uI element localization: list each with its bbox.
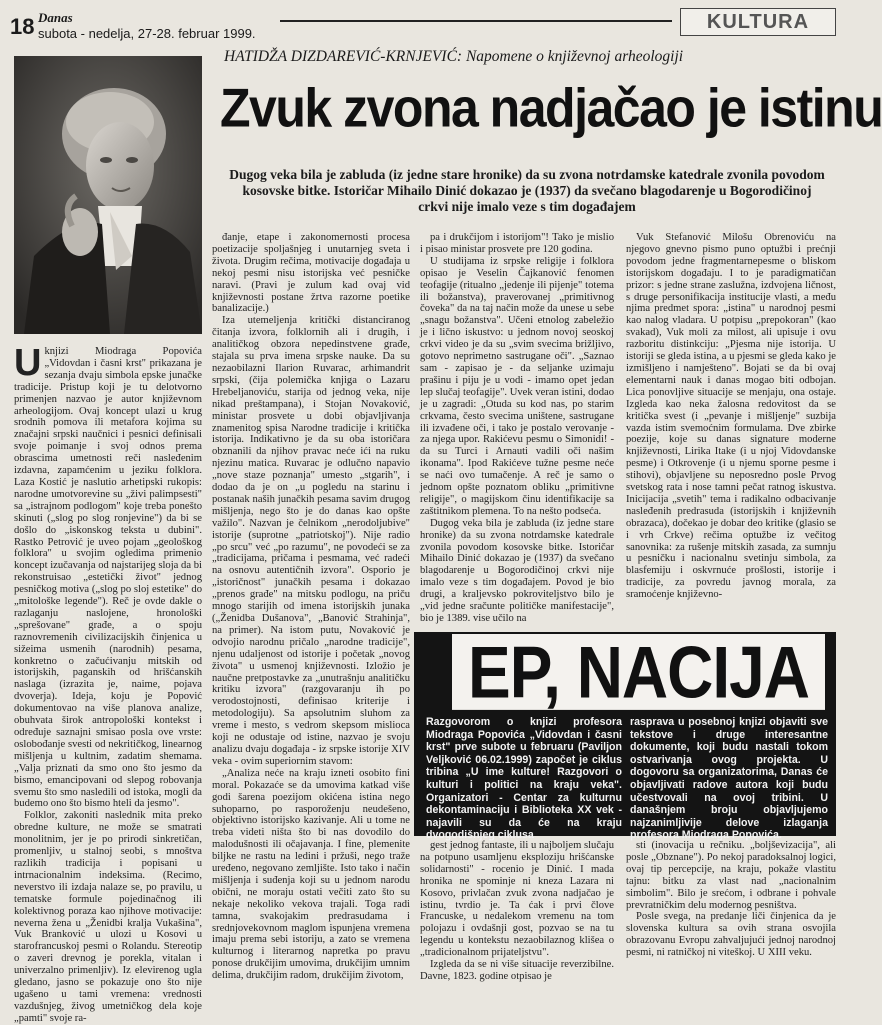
body-column-1 bbox=[14, 342, 202, 1024]
article-headline: Zvuk zvona nadjačao je istinu bbox=[220, 77, 882, 139]
body-paragraph: Folklor, zakoniti naslednik mita preko obredne kulture, ne može se smatrati monolitnim, jer je po prirodi sinkretičan, promenljiv, u stalnoj seobi, s mnoštva razlikih tradicija i popisani u intrnacionalnim indeksima. (Recimo, neverstvo ili izdaja nalaze se, po pravilu, u tematske formule pojedinačnog ili kolektivnog poraza kao njihove motivacije: neverna žena u „Ženidbi kralja Vukašina", Vuk Branković u ulozi u Kosovi u starofrancuskoj pesmi o Rolandu. Stereotip o zaveri drevnog je porekla, vitalan i univerzalno primenljiv). Iz elevirenog ugla gledano, jasno se pokazuje ono što nije ugašeno u tami vremena: vrednosti vazdušnjeg, živog umetničkog dela koje „pamti" svoje ra- bbox=[14, 810, 202, 1024]
body-column-3 bbox=[420, 232, 614, 632]
body-paragraph: pa i drukčijom i istorijom"! Tako je mislio i pisao ministar prosvete pre 120 godina. bbox=[420, 232, 614, 255]
body-paragraph: Uknjizi Miodraga Popovića „Vidovdan i časni krst" prikazana je sezanja dvaju simbola epske junačke tradicije. Pristup koji je tu delotvorno primenjen nazvao je autor književnom arheologijom. Ovaj koncept ulazi u krug srodnih pomova ili metafora kojima su značajni srpski naučnici i pesnici definisali svoje poimanje i svoj odnos prema obrascima umetnosti reči nasleđenim izdavna, zapamćenim u jeziku folklora. Laza Kostić je naslutio arhetipski rukopis: narodne umotvorevine su „živi palimpsesti" sa „istrajnom podlogom" koje treba ponešto skinuti („slog po slog ronjevine") da bi se došlo do „iskonskog teksta u dubini". Rastko Petrović je uveo pojam „geološkog folklora" u svojim ogledima primenio koncept izučavanja od najstarijeg sloja da bi rekonstruisao „estetički život" jednog pesničkog motiva („slog po sloj estetike" do „mitološke legende"). Reč je ovde dakle o razlaganju naslojene, hronološki „sprešovane" građe, a o spoju raznovremenih civilizacijskih činjenica u sižeima usmenih (narodnih) pesama, konkretno o začućivanju mitskih od istorijskih, paganskih od hrišćanskih naslaga (izrazita je, naime, pojava dvoverja). Ideja, koju je Popović dokumentovao na više planova analize, obuhvata širok antropološki kontekst i određuje saznajni smisao posla ove vrste: oslobođanje svesti od nekritičkog, linearnog mišljenja u kultnim, zadatim shemama. „Valja priznati da smo ono što jesmo da bismo, emancipovani od slepog robovanja svemu što smo nasledili od istoka, mogli da budemo ono što bismo hteli da jesmo". bbox=[14, 342, 202, 810]
body-column-6 bbox=[626, 840, 836, 986]
paper-name: Danas bbox=[38, 10, 73, 25]
sidebar-box bbox=[414, 630, 836, 842]
page-header bbox=[10, 8, 836, 42]
body-paragraph: „Analiza neće na kraju izneti osobito fini moral. Pokazaće se da umovima katkad više godi šarena poezijom okićena istina nego suhoparno, po rasporoženju neudešeno, objektivno istorijsko kazivanje. Ali u tome ne treba videti ništa što bi nas dovodilo do malodušnosti ili očajavanja. I fine, plemenite biljke ne rastu na ledini i pržuši, nego traže uređeno, negovano zemljište. Isto tako i način mišljenja i suđenja koji su u jednom narodu obični, ne moraju ostati večiti zato što su nekaje nekoliko vekova trajali. Toga radi tamna, svakojakim predrasudama i srednjovekovnom maglom ispunjena vremena imaju prema sebi istoriju, a zato se vremena kulturnog i literarnog napretka po pravu ponose drukčijim umovima, drukčijim umnim delima, drukčijim radom, drukčijim životom, bbox=[212, 767, 410, 982]
page-number: 18 bbox=[10, 14, 35, 39]
body-paragraph: Dugog veka bila je zabluda (iz jedne stare hronike) da su zvona notrdamske katedrale zvonila povodom kosovske bitke. Istoričar Mihailo Dinić dokazao je (1937) da svečano blagodarenje u Bogorodičinoj crkvi nije imalo veze s tim događajem. Povod je bio drugi, a kraljevsko pokroviteljstvo bilo je „vid jedne sračunte političke manifestacije", bio je 1389. vise učilo na bbox=[420, 517, 614, 624]
body-paragraph: Iza utemeljenja kritički distanciranog čitanja izvora, folklornih ali i drugih, i analitičkog obzora nepedinstvene građe, stajala su prva imena srpske nauke. Da su nezaobilazni Ilarion Ruvarac, arhimandrit srpski, (čija polemička knjiga o Lazaru Hrebeljanoviću, starija od jednog veka, nije nikad preštampana), i Stojan Novaković, ministar prosvete u dobi objavljivanja znamenitog spisa Narodne tradicije i kritička istorija. Indikativno je da su oba istoričara obznanili da njihov pravac neće ići na ruku njezinu matica. Ruvarac je odlučno napavio „nove staze poznanja" umesto „stgarih", i dodao da je on „u pogledu na starinu i postanak naših junačkih pesama savim drugog mišljenja, nego što je do danas kao opšte važilo". Nazvan je čelnikom „nerodoljubive" istorije (suprotne „patriotskoj"). Nije radio „po srcu" već „po razumu", ne povodeći se za „tradicijama, pričama i pesmama, već radeći na osnovu autentičnih izvora". Osporio je „istoričnost" junačkih pesama i dokazao „prenos građe" na mitsku podlogu, na priču mnogo starijih od imena istorijskih junaka („Ženidba Dušanova", „Banović Strahinja", na primer). Na istom putu, Novaković je odvojio narodnu pričalo „narodne tradicije", njenu udaljenost od istorije i početak „novog života" u usmenoj književnosti. Izložio je naučne pretpostavke za „unutrašnju analitičku kritiku izvora" (razgovaranju ih po verodostojnosti, definisao kriterije i metodologiju). Sa apsolutnim sluhom za vreme i mesto, s vedrom skepsom mislioca koji ne odustaje od istine, nazvao je svoju analizu dvaju događaja - iz srpske istorije XIV veka - ovim superiornim stavom: bbox=[212, 315, 410, 767]
body-paragraph: đanje, etape i zakonomernosti procesa poetizacije spoljašnjeg i unutarnjeg sveta i života. Drugim rečima, motivacije događaja u nekoj pesmi nisu istorijska već pesničke naravi. (Pravi je zulum kad ovaj vid književnosti postane žrtva razorne poetike banalizacije.) bbox=[212, 232, 410, 315]
section-label: KULTURA bbox=[680, 8, 836, 36]
issue-date: subota - nedelja, 27-28. februar 1999. bbox=[38, 26, 256, 41]
body-paragraph: Posle svega, na predanje liči činjenica da je slovenska kultura sa ovih strana osvojila obrazovanu Evropu zahvaljujući jednoj narodnoj pesmi, ni ratničkoj ni viteškoj. U XIII veku. bbox=[626, 911, 836, 959]
drop-cap: U bbox=[14, 342, 42, 384]
body-paragraph: U studijama iz srpske religije i folklora opisao je Veselin Čajkanović fenomen teofagije (ritualno „jedenje ili pijenje" totema ili božanstva), praverovanej „primitivnog čoveka" da na taj način može da unese u sebe „snagu božanstva". Učeni etnolog zabeležio je i lično iskustvo: u jednom novoj seoskoj crkvi video je da su „svim svecima brižljivo, gotovo neprimetno sastrugane oči". „Saznao sam - zapisao je - da seljanke uzimaju prašinu i piju je u vodi - imamo opet jedan lep slučaj teofagije". Uvek veran istini, dodao je u zagradi: „Otuda su kod nas, po starim crkvama, često svecima uništene, sastrugane ili izvađene oči, i tako je postalo verovanje - za njega upor. Rakićevu pesmu o Simonidi! - da su Turci i Arnauti vadili oči našim ikonama". Ipod Rakićeve tužne pesme neće se naći ovo tumačenje. A reč je samo o jednom opšte poznatom obliku „primitivne religije", o magijskom činu identifikacije sa zaštitnikom plemena. To na nešto podseća. bbox=[420, 255, 614, 517]
author-portrait-photo bbox=[14, 56, 202, 334]
body-column-2 bbox=[212, 232, 410, 982]
body-column-5 bbox=[420, 840, 614, 986]
article-kicker: HATIDŽA DIZDAREVIĆ-KRNJEVIĆ: Napomene o književnoj arheologiji bbox=[224, 48, 684, 65]
body-paragraph: Izgleda da se ni više situacije reverzibilne. Davne, 1823. godine otpisao je bbox=[420, 959, 614, 982]
body-column-4 bbox=[626, 232, 836, 632]
article-lead: Dugog veka bila je zabluda (iz jedne stare hronike) da su zvona notrdamske katedrale zvonila povodom kosovske bitke. Istoričar Mihailo Dinić dokazao je (1937) da svečano blagodarenje u Bogorodičinoj crkvi nije imalo veze s tim događajem bbox=[229, 167, 825, 214]
body-paragraph: gest jednog fantaste, ili u najboljem slučaju na potpuno usamljenu eksploziju hrišćanske solidarnosti" - rocenio je Dinić. I mada hronika ne spominje ni kneza Lazara ni Kosovo, privlačan zvuk zvona nadjačao je istinu, tvrdio je. Ta ćak i prvi člove Francuske, u nedalekom vremenu na tom polojazu i ovdašnji gost, pozvao se na tu legendu u kontekstu nezaobilaznog klišea o „tradicionalnom prijateljstvu". bbox=[420, 840, 614, 959]
body-paragraph: Vuk Stefanović Milošu Obrenoviću na njegovo gnevno pismo puno optužbi i prećnji povodom jedne fragmentarnepesme o bliskom istorijskom događaju. I to je paradigmatičan prizor: s jedne strane zaslužna, izdvojena ličnost, s druge personifikacija institucije vlasti, a među njima predmet spora: „istina" u narodnoj pesmi kao nalog vladara. U potpisu „prepokoran" (kao svakad), Vuk moli za milost, ali upisuje i ovu razboritu distinkciju: „Pjesma nije istorija. U istoriji se gleda istina, a u pjesmi se gleda kako je izmišljeno i namješteno". Bojati se da bi ovaj elementarni nauk i danas mogao biti odbojan. Lica ponovljive situacije se menjaju, ona ostaje. Izgleda kao neka žalosna redovitost da se kritička svest (i „pevanje i mišljenje" suzbija vazda istim svemoćnim formulama. Dve zbirke poezije, koje su danas signature moderne književnosti, Lirika Itake (i u njoj Vidovdanske pesme) i Otkrovenje (i u njemu sporne pesme i stihovi), objavljene su neposredno posle Prvog svetskog rata i nose tamni pečat ratnog iskustva. Inicijacija „svetih" tema i radikalno odbacivanje nasleđenih predrasuda (istorijskih i književnih obrazaca), dočekao je dobar deo kritike (glasio se i vrh Crkve) rečima optužbe iz večitog sanovnika: za rušenje mitskih zasada, za sumnju u pesničku i nacionalnu svetinju simbola, za blasfemiju i oskvrnuće prošlosti, istorije i tradicije, za povredu javnog morala, za sramoćenje književno- bbox=[626, 232, 837, 601]
header-rule bbox=[280, 20, 672, 22]
sidebar-text-left: Razgovorom o knjizi profesora Miodraga Popovića „Vidovdan i časni krst" prve subote u februaru (Paviljon Veljković 06.02.1999) započet je ciklus tribina „U ime kulture! Razgovori o kulturi i politici na kraju veka". Organizatori - Centar za kulturnu dekontaminaciju i Biblioteka XX vek - najavili su da će na kraju dvogodišnjeg ciklusa bbox=[426, 716, 622, 842]
portrait-illustration bbox=[14, 56, 202, 334]
sidebar-text-right: rasprava u posebnoj knjizi objaviti sve tekstove i druge interesantne dokumente, koji budu nastali tokom ostvarivanja ovog projekta. U dogovoru sa organizatorima, Danas će objavljivati radove autora koji budu učestvovali na ovoj tribini. U današnjem broju objavljujemo najzanimljivije delove izlaganja profesora Miodraga Popovića. bbox=[630, 716, 828, 842]
sidebar-title: EP, NACIJA bbox=[452, 634, 825, 710]
body-paragraph: sti (inovacija u rečniku. „boljševizacija", ali posle „Obznane"). Po nekoj paradoksalnoj logici, ovaj tip percepcije, na kraju, pokaže vlastitu tajnu: bitku za vlast nad „nacionalnim simbolim". Bilo je srećom, i odbrane i pohvale prevratničkim delu modernog pesništva. bbox=[626, 840, 836, 911]
